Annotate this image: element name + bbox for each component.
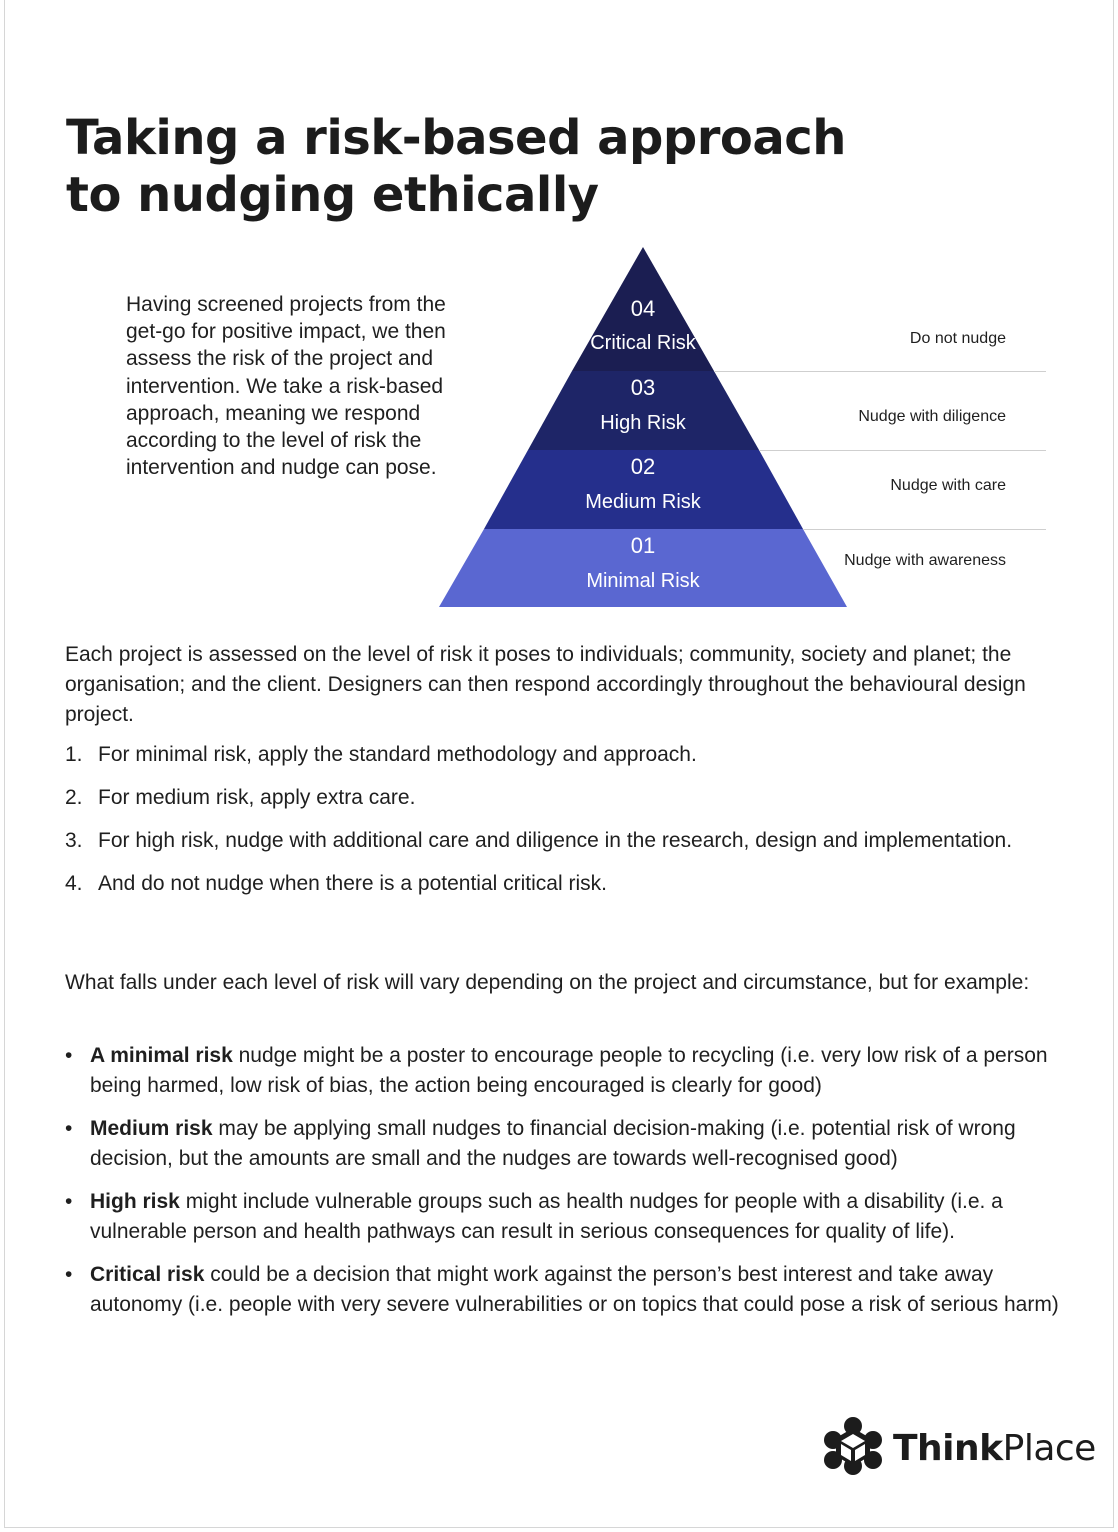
list-number: 4. [65, 872, 83, 895]
list-text: And do not nudge when there is a potential critical risk. [98, 872, 607, 895]
examples-intro: What falls under each level of risk will vary depending on the project and circumstance, but for example: [65, 971, 1030, 994]
assessment-paragraph: Each project is assessed on the level of risk it poses to individuals; community, society and planet; the organisation; and the client. Designers can then respond accordingly throughout the behavioural design project. [65, 643, 1026, 726]
bullet: • [65, 1190, 73, 1213]
list-item [65, 826, 1065, 856]
list-text: For minimal risk, apply the standard methodology and approach. [98, 743, 697, 766]
list-item [65, 1114, 1075, 1174]
example-bold: Critical risk [90, 1263, 205, 1286]
list-item [65, 869, 1065, 899]
examples-list [65, 1041, 1075, 1320]
example-bold: Medium risk [90, 1117, 213, 1140]
logo-text-regular: Place [1002, 1428, 1096, 1469]
divider-1 [714, 371, 1046, 372]
example-text: might include vulnerable groups such as health nudges for people with a disability (i.e. a vulnerable person and health pathways can result in serious consequences for quality of life). [90, 1190, 1003, 1243]
steps-list [65, 740, 1065, 899]
title-line-1: Taking a risk-based approach [66, 110, 846, 166]
tier-high-number: 03 [630, 375, 656, 400]
bullet: • [65, 1044, 73, 1067]
tier-high-label: High Risk [600, 412, 686, 434]
divider-2 [759, 450, 1046, 451]
list-text: For medium risk, apply extra care. [98, 786, 416, 809]
response-critical: Do not nudge [909, 330, 1006, 347]
thinkplace-logo-text [893, 1424, 1096, 1474]
example-bold: High risk [90, 1190, 180, 1213]
list-item [65, 1187, 1075, 1247]
example-text: nudge might be a poster to encourage people to recycling (i.e. very low risk of a person being harmed, low risk of bias, the action being encouraged is clearly for good) [90, 1044, 1048, 1097]
list-item [65, 783, 1065, 813]
example-bold: A minimal risk [90, 1044, 233, 1067]
divider-3 [803, 529, 1046, 530]
tier-minimal-number: 01 [630, 533, 656, 558]
response-high: Nudge with diligence [858, 408, 1006, 425]
logo-text-bold: Think [893, 1428, 1003, 1469]
tier-critical-number: 04 [630, 296, 656, 321]
list-item [65, 1260, 1075, 1320]
tier-medium-label: Medium Risk [585, 491, 701, 513]
list-number: 2. [65, 786, 83, 809]
intro-paragraph: Having screened projects from the get-go for positive impact, we then assess the risk of the project and intervention. We take a risk-based approach, meaning we respond according to the level of risk the intervention and nudge can pose. [126, 293, 446, 480]
bullet: • [65, 1263, 73, 1286]
tier-medium-number: 02 [630, 454, 656, 479]
tier-minimal-label: Minimal Risk [586, 570, 700, 592]
list-number: 1. [65, 743, 83, 766]
bullet: • [65, 1117, 73, 1140]
list-number: 3. [65, 829, 83, 852]
thinkplace-logo-icon [820, 1416, 886, 1476]
list-text: For high risk, nudge with additional care and diligence in the research, design and implementation. [98, 829, 1013, 852]
list-item [65, 740, 1065, 770]
list-item [65, 1041, 1075, 1101]
example-text: may be applying small nudges to financial decision-making (i.e. potential risk of wrong decision, but the amounts are small and the nudges are towards well-recognised good) [90, 1117, 1016, 1170]
example-text: could be a decision that might work against the person’s best interest and take away autonomy (i.e. people with very severe vulnerabilities or on topics that could pose a risk of serious harm) [90, 1263, 1059, 1316]
response-medium: Nudge with care [890, 477, 1006, 494]
response-minimal: Nudge with awareness [844, 552, 1006, 569]
title-line-2: to nudging ethically [66, 167, 599, 223]
tier-critical-label: Critical Risk [590, 332, 696, 354]
